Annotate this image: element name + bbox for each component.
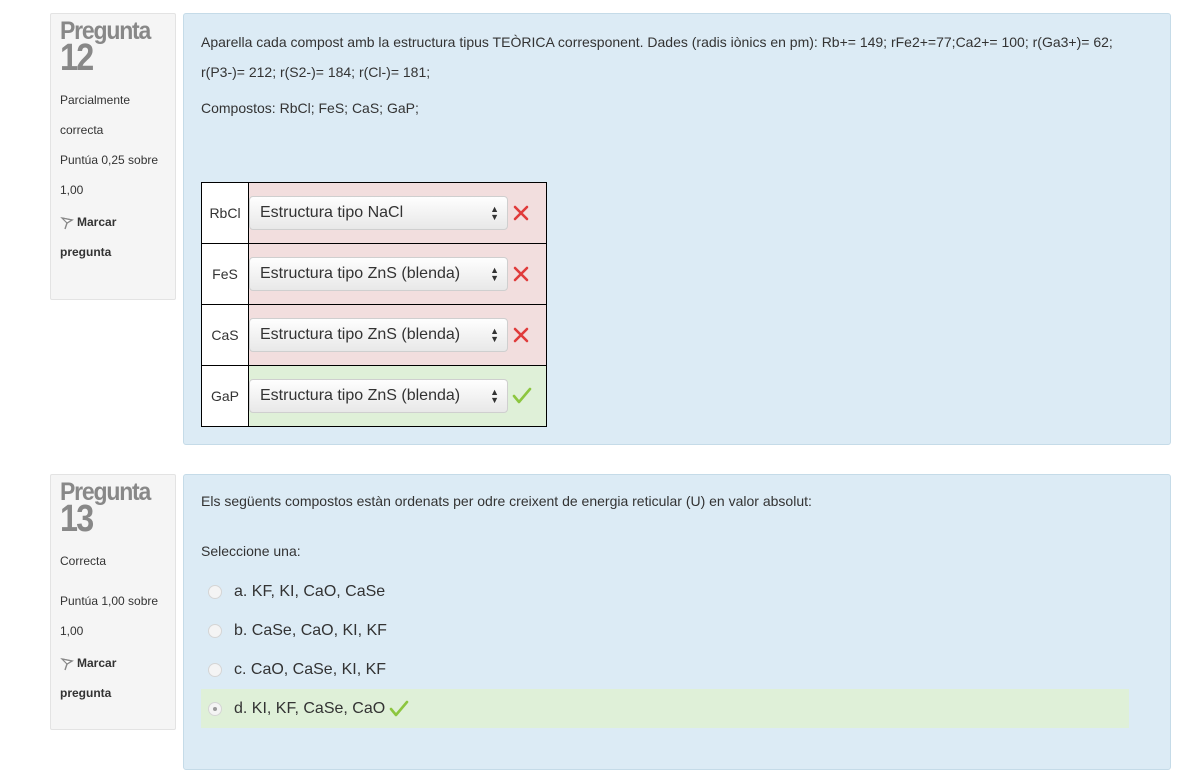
matching-row [202,244,547,305]
flag-label-line2[interactable]: pregunta [60,244,112,259]
answer-prompt: Seleccione una: [201,543,301,559]
question-12-heading [60,17,167,79]
answer-option[interactable] [201,650,1129,689]
check-icon [512,387,532,405]
structure-select[interactable] [249,257,508,291]
structure-select-value: Estructura tipo ZnS (blenda) [260,265,461,282]
compound-label: CaS [202,305,249,366]
compound-label: FeS [202,244,249,305]
flag-question-link[interactable] [60,648,167,708]
question-grade-line2: 1,00 [60,182,84,197]
question-number: 12 [60,36,93,79]
radio-button[interactable] [208,585,222,599]
answer-cell [249,183,547,244]
select-arrows-icon: ▲ ▼ [490,326,499,344]
matching-row [202,183,547,244]
answer-option[interactable] [201,572,1129,611]
question-word: Pregunta [60,478,151,506]
question-13-info [50,474,176,730]
answer-option-label[interactable]: b. CaSe, CaO, KI, KF [234,621,387,639]
radio-button[interactable] [208,624,222,638]
select-arrows-icon: ▲ ▼ [490,387,499,405]
question-grade-line1: Puntúa 1,00 sobre [60,593,159,608]
answer-option-label[interactable]: c. CaO, CaSe, KI, KF [234,660,387,678]
matching-row [202,305,547,366]
question-grade-line1: Puntúa 0,25 sobre [60,152,159,167]
question-12-info [50,13,176,300]
cross-icon [513,205,529,221]
radio-button[interactable] [208,663,222,677]
question-12-content [183,13,1171,445]
radio-button[interactable] [208,702,222,716]
question-grade-line2: 1,00 [60,623,84,638]
question-state-line1: Parcialmente [60,92,131,107]
question-text-body: Els següents compostos estàn ordenats per odre creixent de energia reticular (U) en valor absolut: [201,493,812,509]
flag-icon [60,216,74,230]
question-text-data: Aparella cada compost amb la estructura tipus TEÒRICA corresponent. Dades (radis iònics en pm): Rb+= 149; rFe2+=77;Ca2+= 100; r(Ga3+)= 62; r(P3-)= 212; r(S2-)= 184; r(Cl-)= 181; [201,34,1113,80]
check-icon [389,700,409,718]
question-word: Pregunta [60,17,151,45]
answer-option[interactable] [201,611,1129,650]
answer-option-label[interactable]: a. KF, KI, CaO, CaSe [234,582,386,600]
question-grade [60,145,167,205]
structure-select-value: Estructura tipo NaCl [260,204,404,221]
question-text-compounds: Compostos: RbCl; FeS; CaS; GaP; [201,100,419,116]
question-state-line2: correcta [60,122,104,137]
answer-option-label[interactable]: d. KI, KF, CaSe, CaO [234,699,386,717]
question-text [184,475,1170,516]
answer-option[interactable] [201,689,1129,728]
answer-cell [249,366,547,427]
cross-icon [513,327,529,343]
question-text [184,14,1170,123]
question-grade [60,586,167,646]
select-arrows-icon: ▲ ▼ [490,265,499,283]
question-13-content [183,474,1171,770]
question-13-heading [60,478,167,540]
structure-select[interactable] [249,379,508,413]
flag-label-line2[interactable]: pregunta [60,685,112,700]
answer-cell [249,244,547,305]
question-state [60,85,167,145]
question-number: 13 [60,497,93,540]
structure-select[interactable] [249,318,508,352]
flag-question-link[interactable] [60,207,167,267]
structure-select-value: Estructura tipo ZnS (blenda) [260,326,461,343]
question-state: Correcta [60,553,107,568]
select-arrows-icon: ▲ ▼ [490,204,499,222]
compound-label: RbCl [202,183,249,244]
answer-options [201,572,1129,728]
cross-icon [513,266,529,282]
matching-row [202,366,547,427]
compound-label: GaP [202,366,249,427]
flag-label-line1[interactable]: Marcar [77,655,117,670]
answer-cell [249,305,547,366]
flag-label-line1[interactable]: Marcar [77,214,117,229]
structure-select-value: Estructura tipo ZnS (blenda) [260,387,461,404]
structure-select[interactable] [249,196,508,230]
matching-table [201,182,547,427]
flag-icon [60,657,74,671]
